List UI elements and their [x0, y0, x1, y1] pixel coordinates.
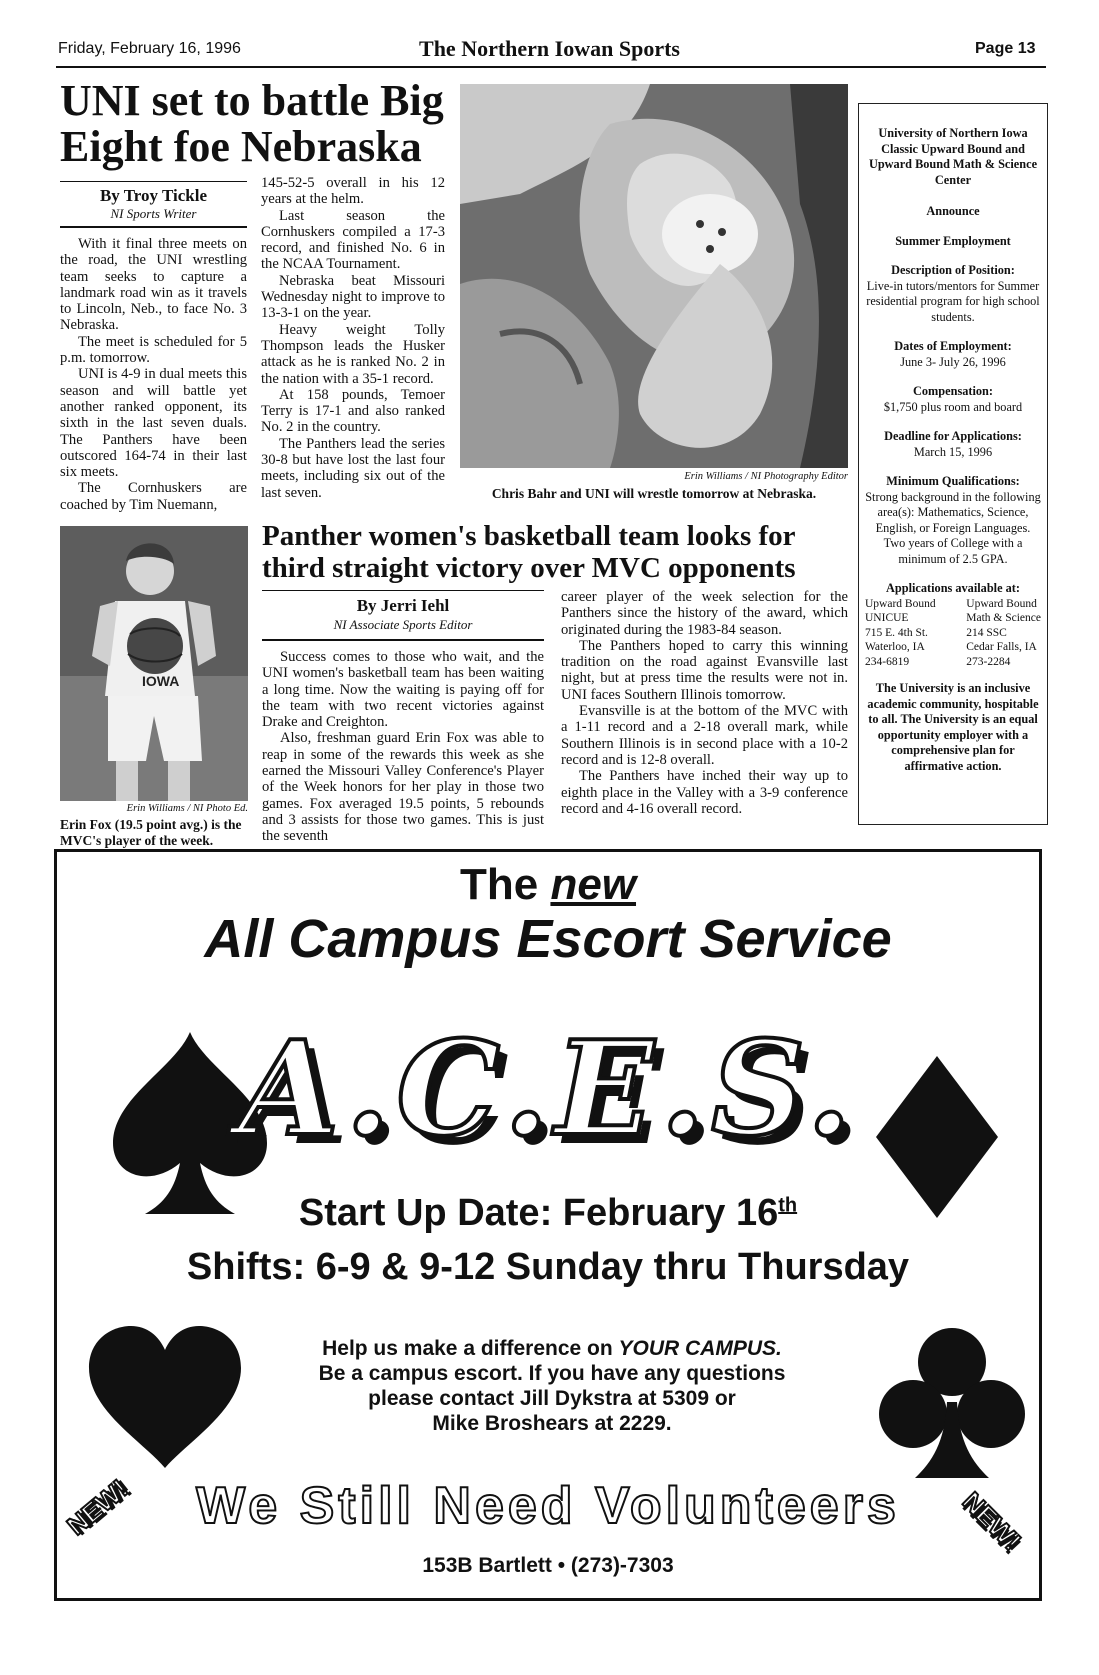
- job-ad-apps-label: Applications available at:: [886, 581, 1020, 595]
- address-line: Cedar Falls, IA: [966, 641, 1037, 653]
- aces-the: The: [459, 860, 539, 909]
- article2-paragraph: The Panthers hoped to carry this winning tradition on the road against Evansville last night, but at press time the results were not in. UNI faces Southern Illinois tomorrow.: [561, 637, 848, 703]
- wrestling-photo-image: [460, 84, 848, 468]
- aces-help-em: YOUR CAMPUS.: [618, 1337, 782, 1360]
- article2-paragraph: The Panthers have inched their way up to eighth place in the Valley with a 3-9 conference record and 4-16 overall record.: [561, 768, 848, 817]
- aces-start-date: [57, 1192, 1039, 1235]
- aces-logo: A.C.E.S.: [238, 1012, 858, 1165]
- article1-paragraph: At 158 pounds, Temoer Terry is 17-1 and also ranked No. 2 in the country.: [261, 386, 445, 436]
- heart-icon: [83, 1322, 248, 1472]
- article1-paragraph: Last season the Cornhuskers compiled a 17-3 record, and finished No. 6 in the NCAA Tournament.: [261, 207, 445, 273]
- job-ad-announce: Announce: [926, 204, 980, 218]
- aces-shifts: Shifts: 6-9 & 9-12 Sunday thru Thursday: [186, 1246, 910, 1288]
- article1-role: NI Sports Writer: [110, 206, 197, 221]
- job-ad-deadline-label: Deadline for Applications:: [884, 429, 1022, 443]
- header-rule: [56, 66, 1046, 68]
- erin-fox-photo-caption: Erin Fox (19.5 point avg.) is the MVC's player of the week.: [60, 817, 242, 848]
- article1-paragraph: The meet is scheduled for 5 p.m. tomorrow.: [60, 333, 247, 367]
- article1-paragraph: The Cornhuskers are coached by Tim Nuemann,: [60, 480, 247, 513]
- address-line: Upward Bound: [865, 597, 936, 610]
- article2-paragraph: Success comes to those who wait, and the UNI women's basketball team has been waiting a long time. Now the waiting is paying off for the team with two recent victories against Drake and Creighton.: [262, 649, 544, 731]
- job-ad-quals-1: Strong background in the following area(s): Mathematics, Science, English, or Foreign Languages.: [865, 489, 1041, 535]
- article1-column-1: [60, 236, 247, 513]
- job-ad-comp-label: Compensation:: [913, 384, 993, 398]
- article1-column-2: [261, 175, 445, 501]
- article1-paragraph: With it final three meets on the road, the UNI wrestling team seeks to capture a landmark road win as it travels to Lincoln, Neb., to face No. 3 Nebraska.: [60, 236, 247, 334]
- article2-body-rule: [262, 639, 544, 641]
- job-ad-desc-label: Description of Position:: [891, 263, 1015, 277]
- article1-paragraph: The Panthers lead the series 30-8 but have lost the last four meets, including six out of the last seven.: [261, 435, 445, 501]
- aces-help-text: [257, 1336, 847, 1436]
- wrestling-photo: [460, 84, 848, 468]
- job-ad-desc: Live-in tutors/mentors for Summer residential program for high school students.: [866, 278, 1040, 324]
- address-line: Upward Bound: [966, 597, 1037, 610]
- aces-help-line-3: please contact Jill Dykstra at 5309 or: [368, 1387, 736, 1410]
- erin-fox-photo: [60, 526, 248, 801]
- job-ad-deadline: March 15, 1996: [913, 444, 993, 459]
- aces-help-pre: Help us make a difference on: [322, 1337, 613, 1360]
- wrestling-photo-caption: Chris Bahr and UNI will wrestle tomorrow at Nebraska.: [491, 486, 817, 501]
- article2-paragraph: Evansville is at the bottom of the MVC with a 1-11 record and a 2-18 overall mark, while Southern Illinois is in second place with a 10-2 record and is 12-8 overall.: [561, 703, 848, 768]
- article2-byline-rule: [262, 590, 544, 591]
- aces-title: All Campus Escort Service: [204, 909, 892, 969]
- erin-fox-photo-image: [60, 526, 248, 801]
- job-ad-org: University of Northern Iowa Classic Upward Bound and Upward Bound Math & Science Center: [868, 126, 1038, 187]
- address-line: 273-2284: [966, 655, 1011, 668]
- job-ad-address-left: [865, 597, 936, 670]
- header-date: Friday, February 16, 1996: [58, 40, 241, 57]
- article1-paragraph: 145-52-5 overall in his 12 years at the helm.: [261, 175, 445, 208]
- address-line: 214 SSC: [966, 626, 1007, 639]
- address-line: UNICUE: [865, 612, 909, 624]
- article2-column-2: [561, 589, 848, 817]
- aces-ad: [54, 849, 1042, 1601]
- job-ad-address-right: [966, 597, 1041, 670]
- aces-address: 153B Bartlett • (273)-7303: [422, 1554, 674, 1577]
- new-badge-right: NEW!: [956, 1486, 1028, 1557]
- wrestling-photo-credit: Erin Williams / NI Photography Editor: [684, 471, 848, 482]
- article1-paragraph: Heavy weight Tolly Thompson leads the Husker attack as he is ranked No. 2 in the nation with a 35-1 record.: [261, 321, 445, 387]
- job-ad-title: Summer Employment: [895, 233, 1011, 248]
- aces-volunteers: We Still Need Volunteers: [196, 1477, 900, 1535]
- erin-fox-photo-credit: Erin Williams / NI Photo Ed.: [126, 803, 248, 814]
- job-ad: [858, 103, 1048, 825]
- aces-start-label: Start Up Date: February 16: [298, 1192, 779, 1234]
- jersey-text: IOWA: [142, 673, 180, 689]
- aces-help-line-1: [257, 1336, 847, 1361]
- article2-role: NI Associate Sports Editor: [333, 617, 473, 632]
- article1-headline: UNI set to battle Big Eight foe Nebraska: [60, 76, 444, 171]
- job-ad-quals-label: Minimum Qualifications:: [886, 474, 1020, 488]
- article1-byline: By Troy Tickle: [99, 186, 208, 205]
- aces-start-sup: th: [778, 1194, 798, 1217]
- article1-byline-rule: [60, 181, 247, 182]
- article1-paragraph: Nebraska beat Missouri Wednesday night to improve to 13-3-1 on the year.: [261, 272, 445, 322]
- article2-paragraph: career player of the week selection for the Panthers since the history of the award, which originated during the 1983-84 season.: [561, 589, 848, 638]
- article2-byline: By Jerri Iehl: [356, 596, 450, 615]
- aces-heading-the-new: [57, 860, 1039, 910]
- club-icon: [877, 1322, 1027, 1482]
- job-ad-quals-2: Two years of College with a minimum of 2.5 GPA.: [883, 536, 1023, 566]
- article2-paragraph: Also, freshman guard Erin Fox was able to reap in some of the rewards this week as she earned the Missouri Valley Conference's Player of the Week honors for her play in those two games. Fox averaged 19.5 points, 5 rebounds and 3 assists for those two games. This is just the seventh: [262, 730, 544, 845]
- new-badge-left: NEW!: [61, 1473, 134, 1541]
- address-line: Waterloo, IA: [865, 641, 925, 653]
- header-paper-title: The Northern Iowan Sports: [419, 36, 680, 61]
- job-ad-eoe: The University is an inclusive academic community, hospitable to all. The University is an equal opportunity employer with a comprehensive plan for affirmative action.: [867, 681, 1039, 773]
- header-page-number: Page 13: [975, 40, 1036, 57]
- article1-paragraph: UNI is 4-9 in dual meets this season and will battle yet another ranked opponent, its sixth in the last seven duals. The Panthers have been outscored 164-74 in their last six meets.: [60, 366, 247, 481]
- article2-column-1: [262, 649, 544, 845]
- address-line: 715 E. 4th St.: [865, 626, 928, 639]
- address-line: 234-6819: [865, 655, 910, 668]
- aces-help-line-4: Mike Broshears at 2229.: [432, 1412, 672, 1435]
- article1-body-rule: [60, 226, 247, 228]
- job-ad-dates: June 3- July 26, 1996: [900, 354, 1006, 369]
- job-ad-comp: $1,750 plus room and board: [883, 399, 1023, 414]
- job-ad-dates-label: Dates of Employment:: [894, 339, 1012, 353]
- address-line: Math & Science: [966, 612, 1041, 624]
- article2-headline: Panther women's basketball team looks for third straight victory over MVC opponents: [262, 520, 796, 584]
- aces-help-line-2: Be a campus escort. If you have any questions: [318, 1362, 786, 1385]
- aces-new: new: [550, 860, 637, 909]
